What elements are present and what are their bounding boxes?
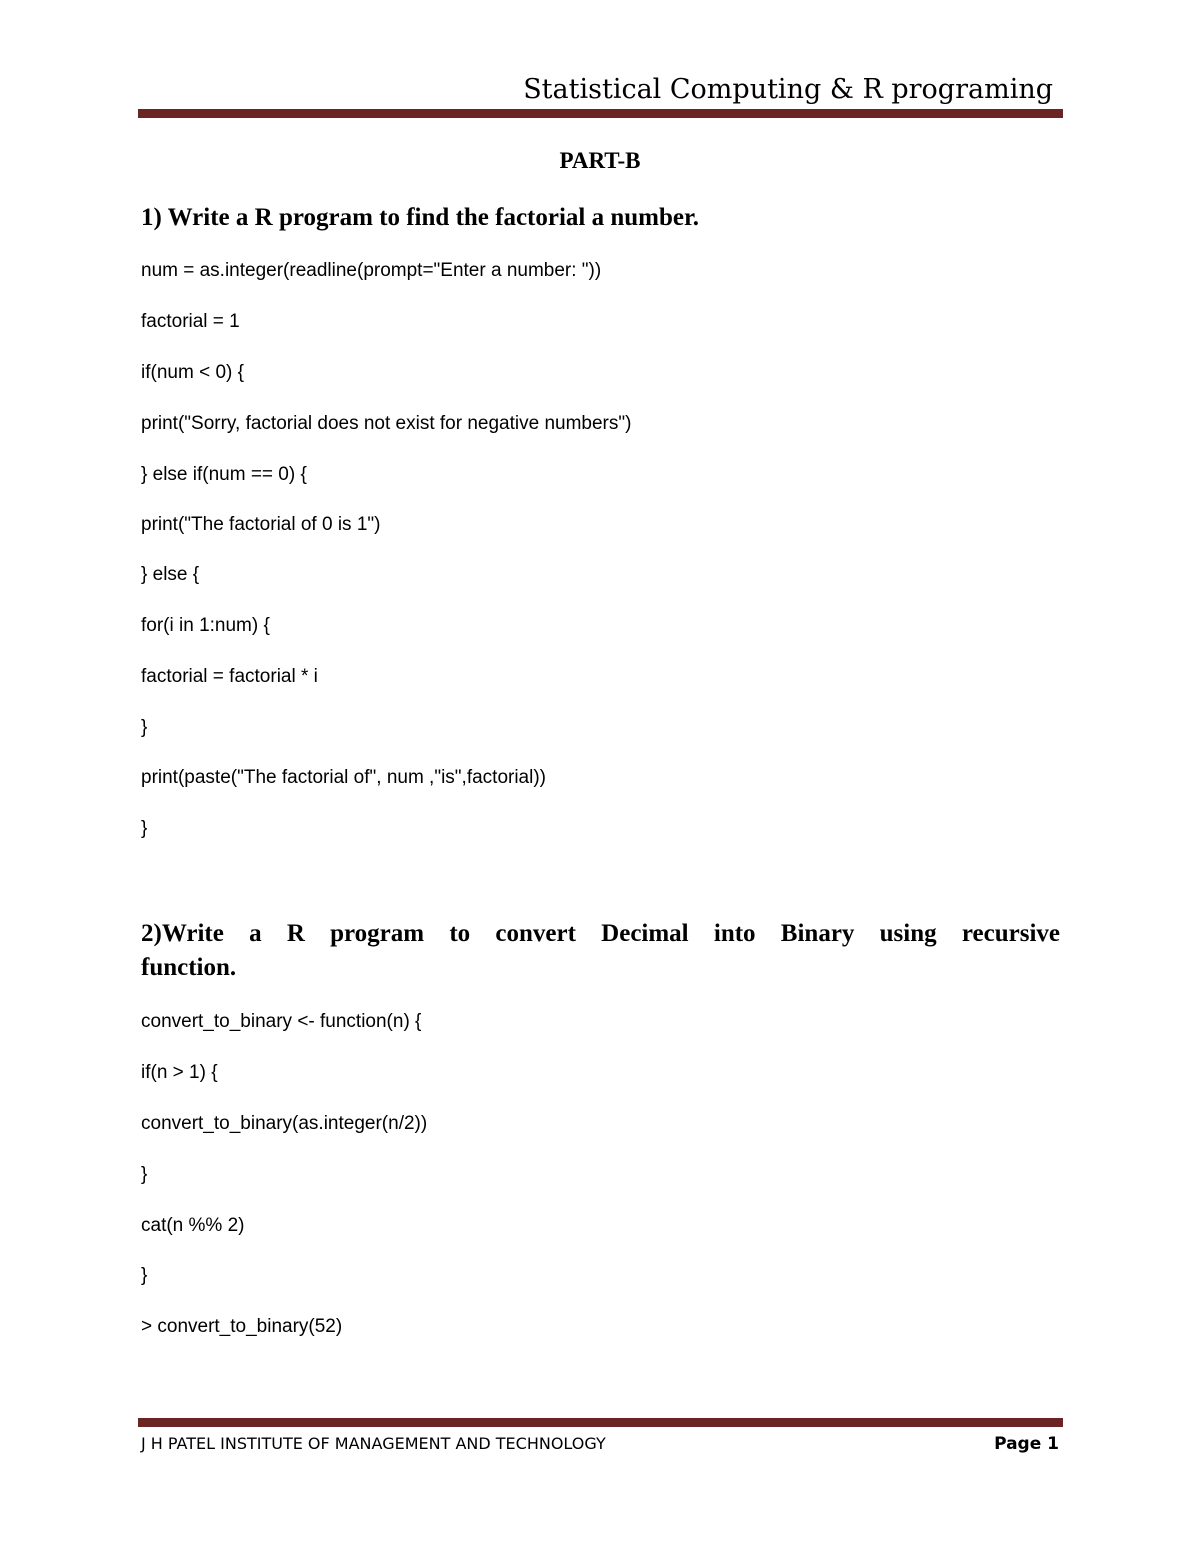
code-line: print("The factorial of 0 is 1") [141, 514, 381, 535]
code-line: print("Sorry, factorial does not exist for negative numbers") [141, 413, 632, 434]
footer-rule [138, 1418, 1063, 1427]
code-line: factorial = 1 [141, 311, 240, 332]
question-2-title [141, 917, 1060, 985]
code-line: factorial = factorial * i [141, 666, 318, 687]
code-line: } [141, 1164, 148, 1185]
code-line: convert_to_binary <- function(n) { [141, 1011, 422, 1032]
question-1-title: 1) Write a R program to find the factorial a number. [141, 204, 700, 231]
code-line: cat(n %% 2) [141, 1215, 245, 1236]
code-line: if(n > 1) { [141, 1062, 218, 1083]
page-number: Page 1 [994, 1434, 1059, 1454]
code-line: convert_to_binary(as.integer(n/2)) [141, 1113, 428, 1134]
header-rule [138, 109, 1063, 118]
header-title: Statistical Computing & R programing [523, 74, 1053, 105]
question-2-title-line1: 2)Write a R program to convert Decimal into Binary using recursive [141, 920, 1060, 947]
code-line: } [141, 717, 148, 738]
part-heading: PART-B [559, 148, 641, 173]
code-line: for(i in 1:num) { [141, 615, 270, 636]
code-line: > convert_to_binary(52) [141, 1316, 343, 1337]
code-line: num = as.integer(readline(prompt="Enter a number: ")) [141, 260, 602, 281]
code-line: print(paste("The factorial of", num ,"is",factorial)) [141, 767, 547, 788]
code-line: } else { [141, 564, 200, 585]
code-line: } [141, 1265, 148, 1286]
footer-institute: J H PATEL INSTITUTE OF MANAGEMENT AND TECHNOLOGY [141, 1434, 606, 1453]
code-line: } else if(num == 0) { [141, 464, 307, 485]
code-line: if(num < 0) { [141, 362, 244, 383]
code-line: } [141, 818, 148, 839]
question-2-title-line2: function. [141, 954, 237, 981]
